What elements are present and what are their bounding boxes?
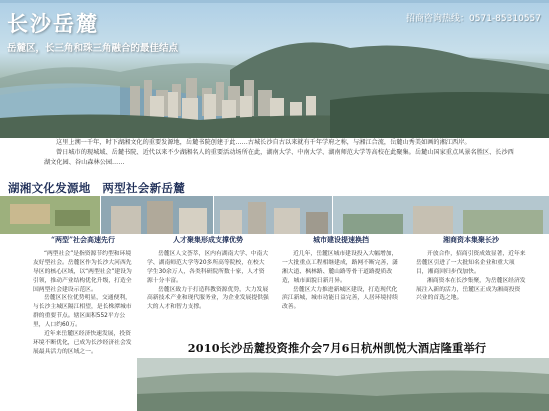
- waterfront-photo: [137, 358, 549, 411]
- column-paragraph: 岳麓区大力推进新城区建设，打造现代化滨江新城，城市功能日益完善，人居环境持续改善。: [282, 286, 398, 311]
- column-heading: 湘商资本集聚长沙: [443, 235, 499, 244]
- campus-photo: [0, 196, 100, 234]
- column-paragraph: 近几年，岳麓区城市建设投入大幅增加，一大批重点工程相继建成，路网不断完善，潇湘大道、枫林路、麓山路等骨干道路提质改造，城市面貌日新月异。: [282, 250, 398, 284]
- hotline: 招商咨询热线：0571-85310557: [406, 14, 541, 24]
- photo-strip: [0, 196, 549, 234]
- column-paragraph: “两型社会”是指资源节约型和环境友好型社会。岳麓区作为长沙大河西先导区的核心区域，以“两型社会”建设为引领，推动产业结构优化升级，打造全国两型社会建设示范区。: [33, 250, 132, 293]
- page-title: 长沙岳麓: [7, 11, 99, 36]
- column-city-construction: [282, 236, 400, 312]
- column-talent: [147, 236, 269, 312]
- event-banner: 2010长沙岳麓投资推介会7月6日杭州凯悦大酒店隆重举行: [187, 341, 487, 355]
- column-paragraph: 近年来岳麓区经济快速发展，投资环境不断优化，已成为长沙经济社会发展最具活力的区域之一。: [33, 331, 132, 355]
- column-paragraph: 湘商资本在长沙集聚，为岳麓区经济发展注入新的活力，岳麓区正成为湘商投资兴业的首选之地。: [416, 277, 526, 302]
- slogan: 岳麓区，长三角和珠三角融合的最佳结点: [7, 43, 179, 54]
- column-two-type-society: [33, 236, 133, 357]
- column-paragraph: 岳麓区人文荟萃，区内有湖南大学、中南大学、湖南师范大学等20多所高等院校，在校大学生30余万人，各类科研院所数十家，人才资源十分丰富。: [147, 250, 269, 284]
- street-photo: [101, 196, 213, 234]
- section-title: 湖湘文化发源地 两型社会新岳麓: [8, 181, 185, 195]
- intro-paragraph: 曾日城市的现城域、岳麓书院、近代以来不少湖湘名人的重要活动场所在此，湖南大学、中南大学、湖南师范大学等高校在此聚集。岳麓山国家重点风景名胜区、长沙西湖文化园、谷山森林公园……: [44, 148, 514, 166]
- column-paragraph: 岳麓区区位优势明显，交通便利，与长沙主城区隔江相望，是长株潭城市群的重要节点。辖区面积552平方公里，人口约60万。: [33, 295, 132, 329]
- column-paragraph: 岳麓区致力于打造科教资源优势，大力发展高新技术产业和现代服务业，为企业发展提供强大的人才和智力支撑。: [147, 286, 269, 311]
- hero-banner: [0, 0, 549, 138]
- column-paragraph: 开放合作，招商引资成效显著，近年来岳麓区引进了一大批知名企业和重大项目，湘商回归步伐加快。: [416, 250, 526, 275]
- riverside-photo: [333, 196, 549, 234]
- city-photo: [214, 196, 332, 234]
- intro-paragraph: 这里上溯一千年，时下湖湘文化的重要发源地，岳麓书院创建于此……古城长沙自古以来就有千年学府之称，与湘江合流，岳麓山秀美如画的湘江西岸。: [56, 139, 471, 146]
- column-heading: 城市建设提速换挡: [313, 235, 369, 244]
- top-accent-bar: [0, 0, 549, 3]
- column-hunan-capital: [416, 236, 526, 303]
- column-heading: “两型”社会高速先行: [50, 235, 116, 244]
- column-heading: 人才聚集形成支撑优势: [173, 235, 243, 244]
- intro-text: [44, 138, 514, 167]
